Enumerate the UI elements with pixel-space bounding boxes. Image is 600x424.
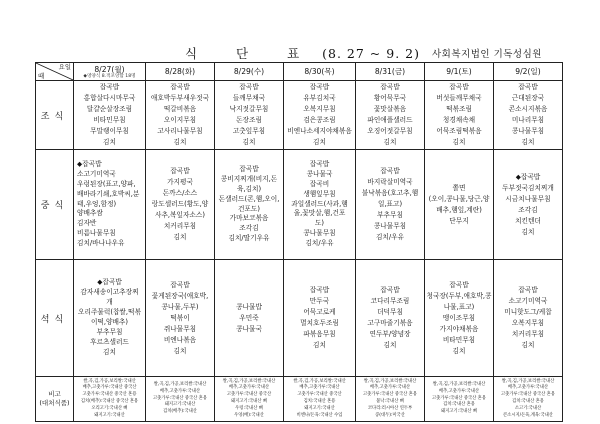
day-header [74,63,146,81]
menu-item: 김치 [521,138,535,146]
origin-note-cell [74,377,146,422]
menu-item: 콘소시지볶음 [508,105,548,113]
menu-item: 배추,햄잎,계란) [436,205,482,214]
origin-note: 고춧가루:국내산 중국산 혼용 [153,395,207,401]
menu-item: 김치/바나나우유 [77,239,125,248]
menu-item: 김치 [521,341,535,349]
origin-note: 콘소시지/돈육,계육:국내산 [503,412,553,418]
menu-item: 시금치나물무침 [505,194,551,203]
origin-note: 배추,고춧가루:국내산 [507,385,549,391]
day-label: 9/2(일) [515,67,541,76]
menu-item: 이떡,양배추) [90,318,129,326]
menu-item: 오징어젓갈무침 [367,127,413,135]
origin-note: 오리고기:국내산 뼈 [91,405,128,411]
origin-note: 고춧가루:국내산 중국산 혼용 [501,392,555,398]
menu-item: 무말랭이무침 [90,127,129,135]
menu-item: 콩나물국 [236,324,262,333]
origin-note: 고춧가루:국내산 중국산 혼용 [363,392,417,398]
menu-item: 소고기미역국 [77,169,116,178]
menu-item: 어묵고로케 [303,308,336,316]
page-header [0,0,600,62]
origin-note: 돼지고기:국내산 [164,402,196,408]
menu-item: 콩나물무침 [303,229,336,238]
menu-item: 잡곡밥 [380,83,400,91]
menu-item: 김치 [103,347,116,356]
menu-item: 잡곡밥 [380,286,400,294]
day-header [284,63,356,81]
origin-note: 쌀,곡,김,가공,보리쌀:국내산 [83,378,136,384]
origin-note: 코다리:러시아산 연두부 [367,405,413,411]
menu-item: 잡곡밥 [518,286,538,294]
day-header [215,63,284,81]
menu-item: 잡곡비 [309,179,330,188]
menu-item: 오리주물럭(찹쌀,떡볶 [78,308,141,317]
menu-item: 오복지무침 [511,319,545,327]
menu-item: 김치 [521,227,535,236]
menu-item: 도) [314,219,325,228]
menu-item: 김치 [313,341,326,349]
menu-item: 연두부/양념장 [369,330,411,338]
menu-item: 검은콩조림 [303,116,336,124]
origin-note: 돼지고기:국내산 [94,412,125,418]
origin-note: 배추,고춧가루:국내산 [438,388,480,394]
menu-cell [356,150,425,260]
menu-item: 떡볶조림 [446,105,472,113]
menu-item: 잡곡밥 [309,286,330,294]
menu-item: 오복지무침 [303,105,336,113]
menu-item: 콩나물무침 [511,127,545,135]
origin-note: 김치:국내산 혼용 [512,399,544,404]
origin-note: 배추,고춧가루:국내산 중국산 [82,385,137,391]
origin-note: 김치:국내산 혼용 [443,402,475,408]
menu-item: 잡곡밥 [170,280,190,289]
menu-item: 조각김 [239,224,259,233]
menu-item: 잡곡밥 [309,83,330,91]
menu-item: 우민죽 [239,313,259,322]
menu-cell [494,81,563,150]
day-header [146,63,215,81]
menu-item: 청국장(두부,애호박,콩 [426,291,492,300]
menu-item: ◆잡곡밥 [97,278,122,287]
menu-item: 과일샐러드(사과,햄 [291,199,348,208]
menu-item: 김치/우유 [375,233,405,241]
menu-item: 부추무침 [377,211,403,219]
menu-item: 쫄면 [452,183,466,192]
title-char: 식 [185,46,201,61]
origin-note: 쌀,곡,김,가공,보리쌀:국내산 [153,382,207,387]
menu-cell [74,81,146,150]
notes-title: 비고 [48,390,61,398]
origin-note: 쌀,곡,김,가공,보리쌀:국내산 [293,378,346,384]
menu-item: 만두국 [309,297,330,305]
origin-note-cell [356,377,425,422]
menu-item: 김치 [313,138,326,146]
menu-item: 부추무침 [96,327,123,336]
menu-item: 단무지 [449,216,469,225]
origin-note: 쌀,곡,김,가공,보리쌀:국내산 [501,378,555,384]
menu-item: 김치 [383,341,397,349]
menu-item: 잡곡밥 [170,167,190,175]
menu-cell [284,81,356,150]
menu-item: ◆잡곡밥 [77,159,102,168]
menu-item: 파인애플샐러드 [367,116,413,124]
organization-name: 사회복지법인 기독성심원 [432,49,542,60]
menu-item: 콩비지찌개(비지,돈 [220,174,278,183]
origin-note-cell [146,377,215,422]
day-sub-note: ◆영양식 8.적포앙함 18명 [83,73,136,79]
origin-note: 돼지고기:국내산 [304,405,335,411]
menu-item: 콩나물,두부) [161,302,199,311]
menu-item: 생햄잎무침 [303,189,336,198]
menu-item: 랑도셀러드(황도,양 [151,200,209,208]
menu-item: 콩나물무침 [373,222,407,230]
origin-note: 고춧가루:국내산 중국산 [297,392,342,398]
menu-item: 김치 [103,138,116,146]
origin-note: 김치(배추):국내산 [163,409,197,415]
menu-item: 청경채속채 [442,116,476,124]
notes-label [36,377,74,422]
menu-item: 불낙볶음(호고추,햄 [361,189,419,197]
menu-item: 배바라기쇄,호박씨,분 [77,189,140,198]
meal-label: 석식 [36,260,74,377]
menu-item: 코다리무조림 [370,297,410,305]
menu-item: 김치/우유 [305,239,334,248]
menu-item: 돈까스/소스 [162,189,198,197]
day-label: 8/27(월) [94,64,125,74]
menu-item: 버섯들깨무채국 [436,94,482,102]
menu-item: 콩나물국 [306,169,333,178]
menu-item: 낙지젓갈무침 [229,105,269,113]
menu-item: 잡곡밥 [449,83,469,91]
meal-label: 조식 [36,81,74,150]
origin-note-cell [215,377,284,422]
origin-note: 배추,고춧가루:국내산 [299,385,340,391]
menu-cell [425,150,494,260]
menu-item: 나물,표고) [443,302,475,311]
menu-item: 달걀순살장조림 [86,105,133,113]
menu-cell [74,260,146,377]
menu-item: 잡곡밥 [380,167,400,175]
origin-note: 소고기:국내산 [514,405,542,411]
title-date-range: (8. 27 ~ 9. 2) [322,46,420,61]
origin-note: 배추,고춧가루:국내산 [159,388,201,394]
menu-item: 꽃맛살볶음 [373,105,407,113]
menu-item: 육,김치) [236,184,262,193]
title-char: 단 [236,46,252,61]
meal-row-breakfast [36,81,563,150]
menu-cell [356,260,425,377]
menu-cell [494,150,563,260]
origin-note: 쌀,곡,김,가공,보리쌀:국내산 [432,382,486,387]
menu-item: 미나리무침 [511,116,545,124]
menu-item: 김자반 [77,219,97,228]
menu-item: 가지평국 [167,178,193,186]
origin-note: 우렁:국내산 뼈 [235,405,263,411]
menu-item: 김치 [383,138,397,146]
menu-item: 건포도) [238,204,260,213]
meal-row-lunch [36,150,563,260]
origin-note: 김치:국내산 혼용 [303,399,336,404]
menu-item: 고춧잎무침 [232,127,266,135]
menu-item: 애호박두부새우젓국 [150,94,210,102]
menu-item: 잡곡밥 [449,280,469,289]
menu-title [185,44,420,62]
menu-item: 근대된장국 [511,94,545,102]
menu-item: 김치 [452,138,466,146]
menu-cell [494,260,563,377]
menu-item: 치커리무침 [163,222,197,230]
origin-note: 불낙:국내산 뼈 [376,399,404,404]
menu-cell [146,260,215,377]
day-label: 8/29(수) [233,67,265,76]
corner-day-label: 요일 [58,63,71,71]
origin-note: 배추,고춧가루:국내산 [228,385,270,391]
menu-item: 비엔나볶음 [163,335,197,344]
menu-item: 가마보코볶음 [229,214,269,223]
menu-item: 맹이조무침 [442,313,476,322]
menu-item: 홍합살다시마무국 [83,94,136,102]
origin-note: 고춧가루:국내산 중국산 [226,392,272,398]
menu-item: 감자새송이고추장찌 [80,288,139,297]
notes-subtitle: (대처식품) [39,399,70,407]
weekly-menu-table [35,62,563,422]
menu-item: 비타민무침 [93,116,126,124]
origin-note: 돼지고기:국내산 뼈 [230,399,268,404]
day-header [425,63,494,81]
menu-item: 잡곡밥 [309,159,330,168]
menu-item: 고구마줄기볶음 [367,319,413,327]
menu-item: 잡곡밥 [518,83,538,91]
menu-item: 유부김치국 [303,94,336,102]
menu-item: 미니핫도그/케찹 [504,308,552,316]
menu-item: (오이,콩나물,당근,양 [428,194,490,203]
menu-item: 김치 [242,138,256,146]
meal-label: 중식 [36,150,74,260]
menu-cell [425,81,494,150]
menu-item: 꽃게된장국(애호박, [151,291,209,300]
menu-item: 어묵조림떡볶음 [436,127,482,135]
menu-item: 우렁된장(표고,양파, [77,179,136,188]
corner-meal-label: 때 [38,72,45,80]
menu-item: 김치 [173,233,187,241]
title-char: 표 [287,46,303,61]
menu-item: 비름나물무침 [77,229,116,238]
menu-item: 콩나물밥 [236,302,262,311]
menu-item: 파볶음무침 [303,330,336,338]
menu-item: 김치 [173,346,187,355]
menu-item: 잡곡밥 [239,83,259,91]
notes-row [36,377,563,422]
menu-item: 들깨무채국 [232,94,266,102]
menu-item: 돈샐러드(콘,햄,오이, [218,194,280,203]
menu-cell [215,150,284,260]
menu-item: 쥐나물무침 [163,324,197,333]
menu-item: 떡갈비볶음 [163,105,197,113]
day-header [494,63,563,81]
origin-note: 김치(배추):국내산 중국산 혼용 [80,399,139,404]
menu-item: 잡곡밥 [170,83,190,91]
origin-note: 고춧가루:국내산 중국산 혼용 [432,395,486,401]
menu-item: 양배추쌈 [77,209,103,218]
menu-item: 태,우엉,함정) [77,199,117,208]
menu-item: 황어묵무국 [373,94,407,102]
origin-note-cell [284,377,356,422]
menu-cell [74,150,146,260]
menu-item: 후르츠샐러드 [90,337,129,346]
menu-cell [284,150,356,260]
day-label: 8/31(금) [374,67,406,76]
day-header [356,63,425,81]
menu-item: 멸치호두조림 [300,319,339,327]
menu-cell [146,81,215,150]
menu-item: 오이지무침 [163,116,197,124]
day-header-row [36,63,563,81]
menu-item: 더덕무침 [377,308,403,316]
origin-note: 우엉(배):국내산 [234,412,264,418]
menu-cell [356,81,425,150]
day-label: 8/30(목) [304,67,335,76]
menu-item: 일,표고) [377,200,403,208]
menu-item: 치킨텐더 [515,216,541,225]
corner-cell [36,63,74,81]
origin-note: 쌀,곡,김,가공,보리쌀:국내산 [222,378,276,384]
menu-item: 잡곡밥 [99,83,120,91]
menu-item: 사추,복잎자소스) [155,211,205,219]
menu-item: 바지락살미역국 [367,178,413,186]
origin-note: 돼지고기:국내산 뼈 [440,409,478,415]
menu-item: 개 [106,298,113,307]
menu-cell [146,150,215,260]
day-label: 8/28(화) [164,67,196,76]
menu-item: 떡볶이 [170,313,190,322]
menu-item: 김치/딸기우유 [228,234,270,243]
menu-item: 울,꽃맛살,햄,건포 [293,209,346,218]
menu-item: 김치 [173,138,187,146]
menu-cell [215,260,284,377]
origin-note-cell [494,377,563,422]
menu-item: 두부젓국김치찌개 [502,183,554,192]
menu-item: 잡곡밥 [239,164,259,173]
menu-item: ◆잡곡밥 [515,172,541,181]
menu-item: 가지야채볶음 [439,324,479,333]
menu-item: 치커리무침 [511,330,545,338]
origin-note-cell [425,377,494,422]
menu-item: 김치 [452,346,466,355]
menu-item: 조각김 [518,205,538,214]
menu-item: 비타민무침 [442,335,476,344]
origin-note: 쌀,곡,김,가공,보리쌀:국내산 [363,378,417,384]
meal-row-dinner [36,260,563,377]
menu-item: 소고기미역국 [508,297,548,305]
menu-cell [284,260,356,377]
menu-item: 비엔나소세지야채볶음 [287,127,352,135]
menu-item: 돈장조림 [236,116,262,124]
origin-note: 비엔나/돈육:국내산 수입 [296,412,343,418]
origin-note: 콩(대두):미국산 [375,412,405,418]
origin-note: 배추,고춧가루:국내산 [369,385,411,391]
day-label: 9/1(토) [446,67,472,76]
origin-note: 고춧가루:국내산 중국산 혼용 [82,392,137,398]
menu-item: 고사리나물무침 [157,127,203,135]
menu-cell [215,81,284,150]
menu-cell [425,260,494,377]
